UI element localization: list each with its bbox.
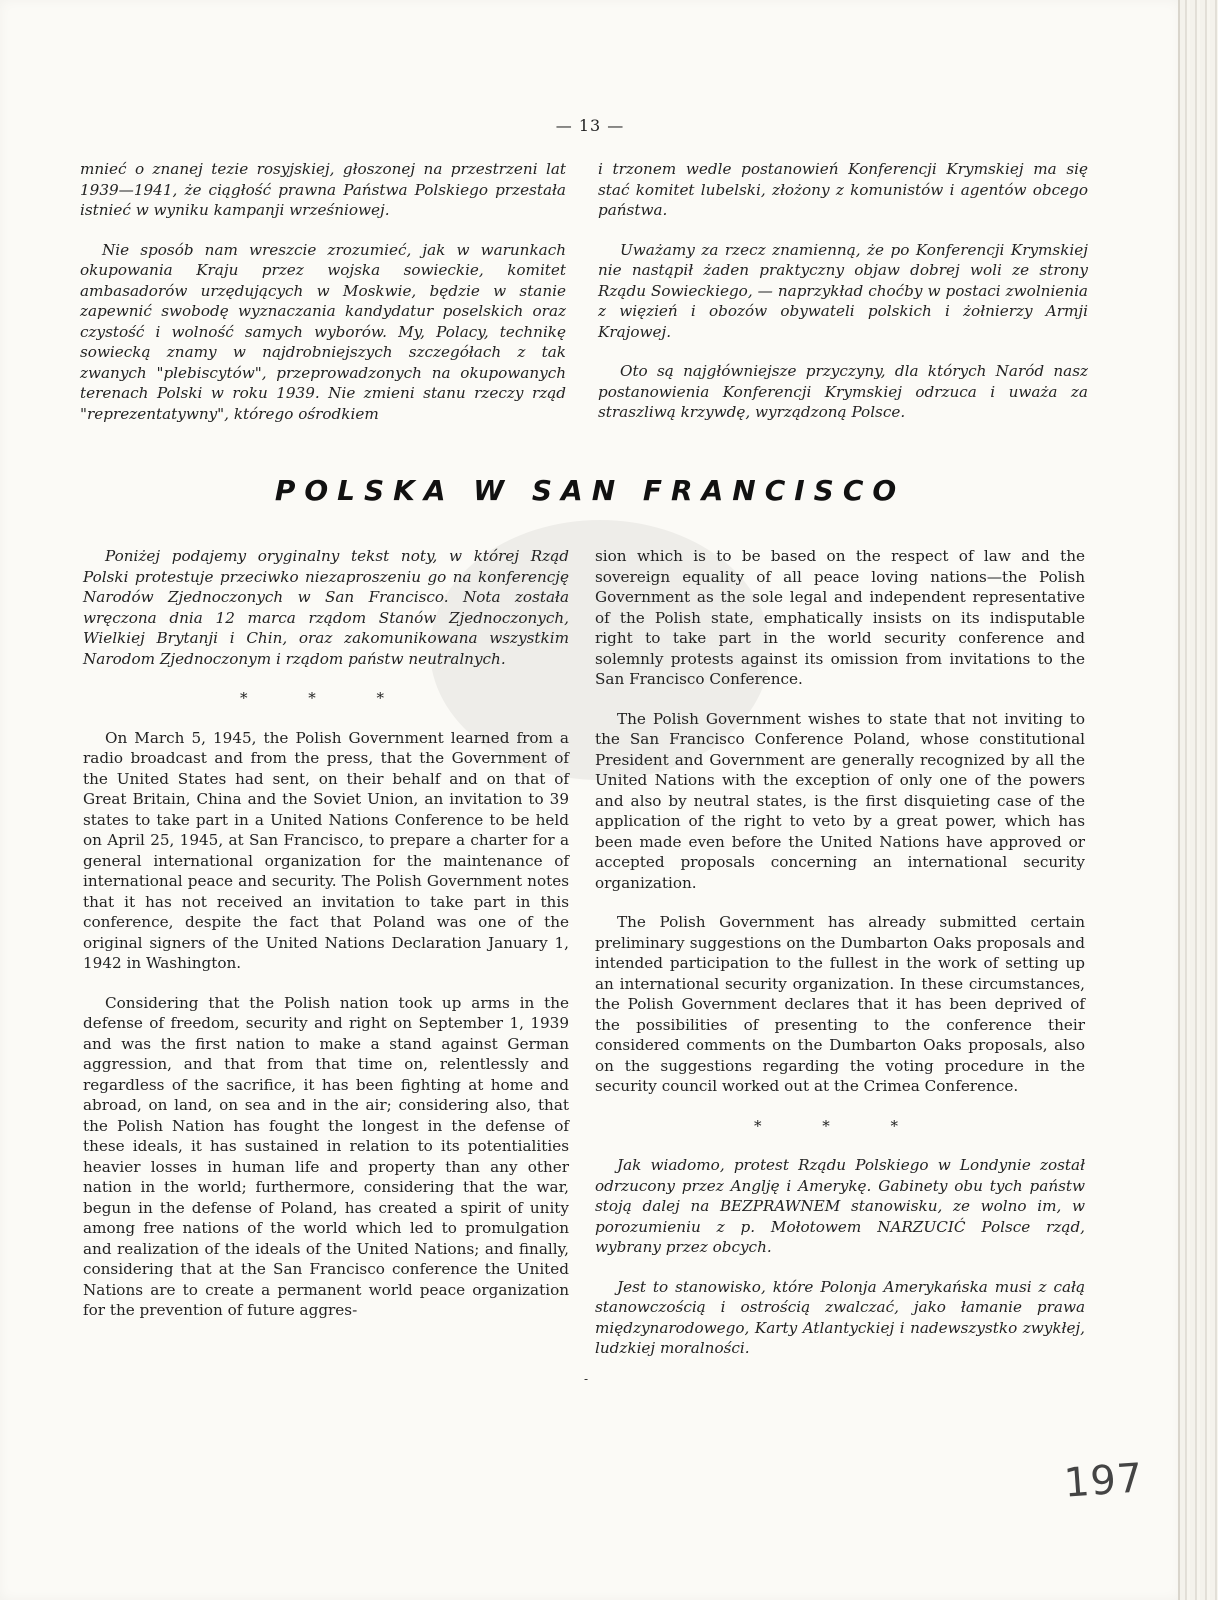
- article-right-column: [595, 546, 1085, 1378]
- handwritten-page-number: 197: [1062, 1455, 1145, 1507]
- paragraph: On March 5, 1945, the Polish Government learned from a radio broadcast and from the press, that the Government of the United States had sent, on their behalf and on that of Great Britain, China and the Soviet Union, an invitation to 39 states to take part in a United Nations Conference to be held on April 25, 1945, at San Francisco, to prepare a charter for a general international organization for the maintenance of international peace and security. The Polish Government notes that it has not received an invitation to take part in this conference, despite the fact that Poland was one of the original signers of the United Nations Declaration January 1, 1942 in Washington.: [83, 728, 569, 972]
- paragraph: i trzonem wedle postanowień Konferencji Krymskiej ma się stać komitet lubelski, złożony z komunistów i agentów obcego państwa.: [598, 160, 1088, 219]
- paragraph: The Polish Government wishes to state that not inviting to the San Francisco Conference Poland, whose constitutional President and Government are generally recognized by all the United Nations with the exception of only one of the powers and also by neutral states, is the first disquieting case of the application of the right to veto by a great power, which has been made even before the United Nations have approved or accepted proposals concerning an international security organization.: [595, 709, 1085, 892]
- section-divider-stars: * * *: [239, 689, 413, 707]
- paragraph: Jak wiadomo, protest Rządu Polskiego w Londynie został odrzucony przez Anglję i Amerykę. Gabinety obu tych państw stoją dalej na BEZPRAWNEM stanowisku, ze wolno im, w porozumieniu z p. Mołotowem NARZUCIĆ Polsce rząd, wybrany przez obcych.: [595, 1156, 1085, 1256]
- margin-mark: -: [584, 1372, 589, 1386]
- article-left-column: [83, 546, 569, 1340]
- paragraph: The Polish Government has already submitted certain preliminary suggestions on the Dumbarton Oaks proposals and intended participation to the fullest in the work of setting up an international security organization. In these circumstances, the Polish Government declares that it has been deprived of the possibilities of presenting to the conference their considered comments on the Dumbarton Oaks proposals, also on the suggestions regarding the voting procedure in the security council worked out at the Crimea Conference.: [595, 913, 1085, 1095]
- paragraph: Uważamy za rzecz znamienną, że po Konferencji Krymskiej nie nastąpił żaden praktyczny objaw dobrej woli ze strony Rządu Sowieckiego, — naprzykład choćby w postaci zwolnienia z więzień i obozów obywateli polskich i żołnierzy Armji Krajowej.: [598, 240, 1088, 341]
- paragraph: Jest to stanowisko, które Polonja Amerykańska musi z całą stanowczością i ostrością zwalczać, jako łamanie prawa międzynarodowego, Karty Atlantyckiej i nadewszystko zwykłej, ludzkiej moralności.: [595, 1277, 1085, 1357]
- paragraph: Considering that the Polish nation took up arms in the defense of freedom, security and right on September 1, 1939 and was the first nation to make a stand against German aggression, and that from that time on, relentlessly and regardless of the sacrifice, it has been fighting at home and abroad, on land, on sea and in the air; considering also, that the Polish Nation has fought the longest in the defense of these ideals, it has sustained in relation to its potentialities heavier losses in human life and property than any other nation in the world; furthermore, considering that the war, begun in the defense of Poland, has created a spirit of unity among free nations of the world which led to promulgation and realization of the ideals of the United Nations; and finally, considering that at the San Francisco conference the United Nations are to create a permanent world peace organization for the prevention of future aggres-: [83, 993, 569, 1319]
- paragraph: Oto są najgłówniejsze przyczyny, dla których Naród nasz postanowienia Konferencji Krymskiej odrzuca i uważa za straszliwą krzywdę, wyrządzoną Polsce.: [598, 362, 1088, 421]
- page-number: — 13 —: [555, 116, 625, 135]
- paragraph: mnieć o znanej tezie rosyjskiej, głoszonej na przestrzeni lat 1939—1941, że ciągłość prawna Państwa Polskiego przestała istnieć w wyniku kampanji wrześniowej.: [80, 160, 566, 219]
- article-intro: Poniżej podajemy oryginalny tekst noty, w której Rząd Polski protestuje przeciwko niezaproszeniu go na konferencję Narodów Zjednoczonych w San Francisco. Nota została wręczona dnia 12 marca rządom Stanów Zjednoczonych, Wielkiej Brytanji i Chin, oraz zakomunikowana wszystkim Narodom Zjednoczonym i rządom państw neutralnych.: [83, 547, 569, 668]
- section-divider-stars: * * *: [753, 1116, 927, 1135]
- paragraph: Nie sposób nam wreszcie zrozumieć, jak w warunkach okupowania Kraju przez wojska sowieckie, komitet ambasadorów urzędujących w Moskwie, będzie w stanie zapewnić swobodę wyznaczania kandydatur poselskich oraz czystość i wolność samych wyborów. My, Polacy, technikę sowiecką znamy w najdrobniejszych szczegółach z tak zwanych "plebiscytów", przeprowadzonych na okupowanych terenach Polski w roku 1939. Nie zmieni stanu rzeczy rząd "reprezentatywny", którego ośrodkiem: [80, 240, 566, 423]
- top-right-column: [598, 159, 1088, 442]
- article-headline: POLSKA W SAN FRANCISCO: [274, 474, 906, 507]
- top-left-column: [80, 159, 566, 443]
- paragraph: sion which is to be based on the respect of law and the sovereign equality of all peace loving nations—the Polish Government as the sole legal and independent representative of the Polish state, emphatically insists on its indisputable right to take part in the world security conference and solemnly protests against its omission from invitations to the San Francisco Conference.: [595, 547, 1085, 688]
- page-edges-stack: [1178, 0, 1218, 1600]
